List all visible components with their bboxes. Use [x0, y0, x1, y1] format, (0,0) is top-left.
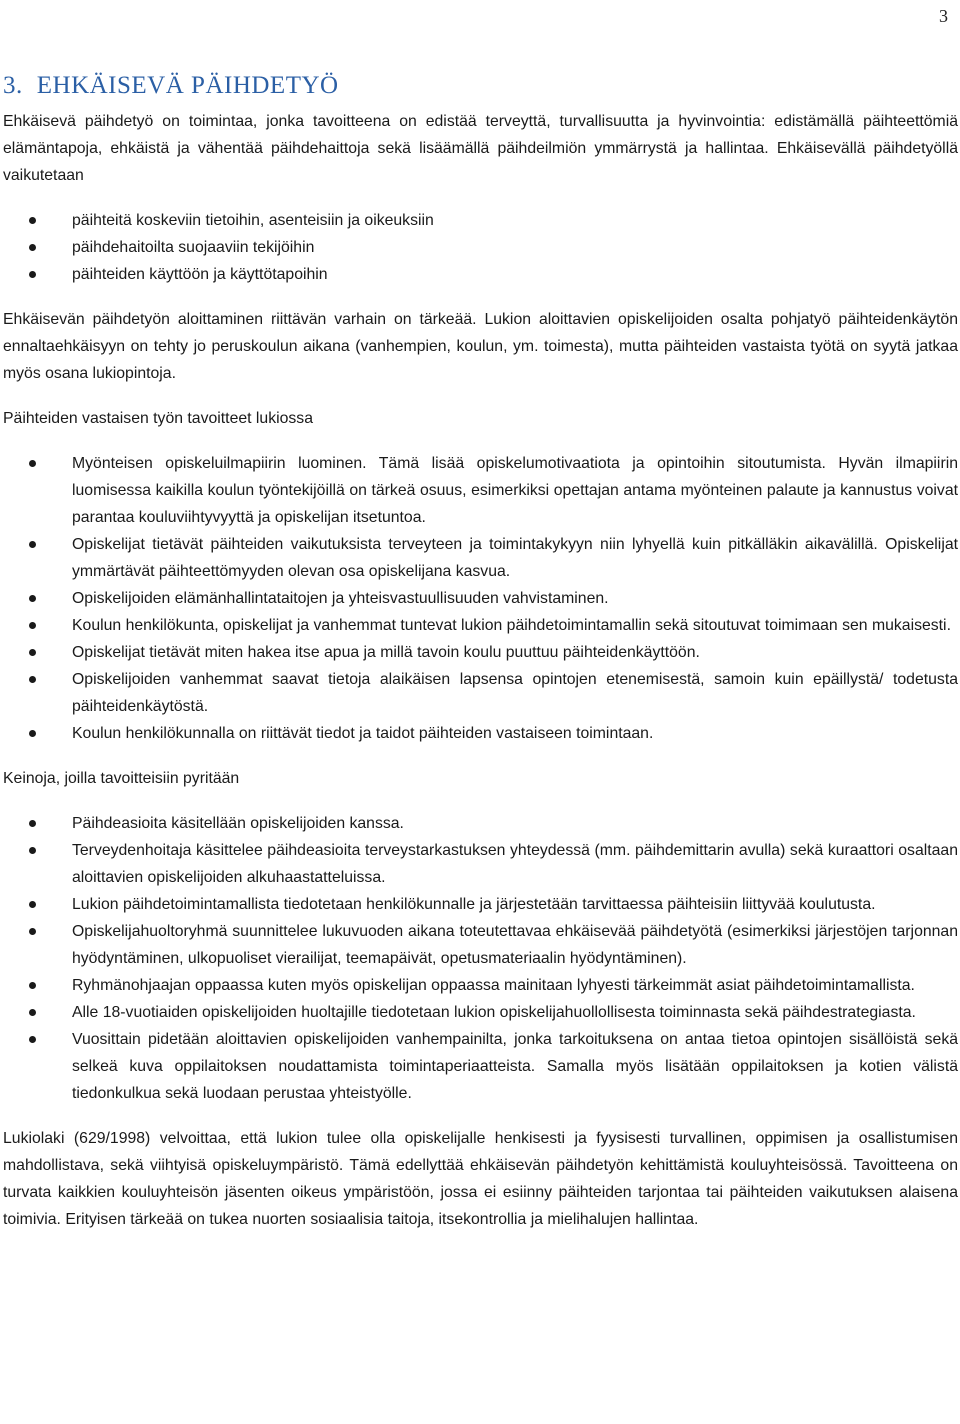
- list-item: Koulun henkilökunnalla on riittävät tiedot ja taidot päihteiden vastaiseen toimintaan.: [3, 720, 958, 747]
- page-number: 3: [939, 6, 948, 26]
- list-item: Terveydenhoitaja käsittelee päihdeasioita terveystarkastuksen yhteydessä (mm. päihdemittarin avulla) sekä kuraattori osaltaan aloittavien opiskelijoiden alkuhaastatteluissa.: [3, 837, 958, 891]
- list-item: Päihdeasioita käsitellään opiskelijoiden kanssa.: [3, 810, 958, 837]
- list-item: Opiskelijoiden elämänhallintataitojen ja yhteisvastuullisuuden vahvistaminen.: [3, 585, 958, 612]
- goals-heading: Päihteiden vastaisen työn tavoitteet lukiossa: [3, 410, 313, 427]
- means-list: [3, 810, 958, 1107]
- section-number: 3.: [3, 72, 23, 99]
- list-item: Opiskelijat tietävät miten hakea itse apua ja millä tavoin koulu puuttuu päihteidenkäyttöön.: [3, 639, 958, 666]
- start-paragraph: Ehkäisevän päihdetyön aloittaminen riittävän varhain on tärkeää. Lukion aloittavien opiskelijoiden osalta pohjatyö päihteidenkäytön ennaltaehkäisyyn on tehty jo peruskoulun aikana (vanhempien, koulun, ym. toimesta), mutta päihteiden vastaista työtä on syytä jatkaa myös osana lukiopintoja.: [3, 311, 958, 382]
- list-item: Myönteisen opiskeluilmapiirin luominen. Tämä lisää opiskelumotivaatiota ja opintoihin sitoutumista. Hyvän ilmapiirin luomisessa kaikilla koulun työntekijöillä on tärkeä osuus, esimerkiksi opettajan antama myönteinen palaute ja kannustus voivat parantaa kouluviihtyvyyttä ja opiskelijan itsetuntoa.: [3, 450, 958, 531]
- list-item: Ryhmänohjaajan oppaassa kuten myös opiskelijan oppaassa mainitaan lyhyesti tärkeimmät asiat päihdetoimintamallista.: [3, 972, 958, 999]
- document-body: [3, 108, 958, 1233]
- list-item: päihteitä koskeviin tietoihin, asenteisiin ja oikeuksiin: [3, 207, 958, 234]
- goals-list: [3, 450, 958, 747]
- list-item: Koulun henkilökunta, opiskelijat ja vanhemmat tuntevat lukion päihdetoimintamallin sekä sitoutuvat toimimaan sen mukaisesti.: [3, 612, 958, 639]
- means-heading: Keinoja, joilla tavoitteisiin pyritään: [3, 770, 240, 787]
- law-paragraph: Lukiolaki (629/1998) velvoittaa, että lukion tulee olla opiskelijalle henkisesti ja fyysisesti turvallinen, oppimisen ja osallistumisen mahdollistava, sekä viihtyisä opiskeluympäristö. Tämä edellyttää ehkäisevän päihdetyön kehittämistä kouluyhteisössä. Tavoitteena on turvata kaikkien kouluyhteisön jäsenten oikeus ympäristöön, jossa ei esiinny päihteiden tarjontaa tai päihteiden vaikutuksen alaisena toimivia. Erityisen tärkeää on tukea nuorten sosiaalisia taitoja, itsekontrollia ja mielihalujen hallintaa.: [3, 1130, 958, 1228]
- list-item: Lukion päihdetoimintamallista tiedotetaan henkilökunnalle ja järjestetään tarvittaessa päihteisiin liittyvää koulutusta.: [3, 891, 958, 918]
- intro-paragraph: Ehkäisevä päihdetyö on toimintaa, jonka tavoitteena on edistää terveyttä, turvallisuutta ja hyvinvointia: edistämällä päihteettömiä elämäntapoja, ehkäistä ja vähentää päihdehaittoja sekä lisäämällä päihdeilmiön ymmärrystä ja hallintaa. Ehkäisevällä päihdetyöllä vaikutetaan: [3, 113, 958, 184]
- list-item: Opiskelijat tietävät päihteiden vaikutuksista terveyteen ja toimintakykyyn niin lyhyellä kuin pitkälläkin aikavälillä. Opiskelijat ymmärtävät päihteettömyyden olevan osa opiskelijana kasvua.: [3, 531, 958, 585]
- list-item: Alle 18-vuotiaiden opiskelijoiden huoltajille tiedotetaan lukion opiskelijahuollollisesta toiminnasta sekä päihdestrategiasta.: [3, 999, 958, 1026]
- section-title: EHKÄISEVÄ PÄIHDETYÖ: [36, 72, 339, 99]
- section-heading: [3, 72, 339, 100]
- list-item: Vuosittain pidetään aloittavien opiskelijoiden vanhempainilta, jonka tarkoituksena on antaa tietoa opintojen sisällöistä sekä selkeä kuva oppilaitoksen noudattamista toimintaperiaatteista. Samalla myös lisätään oppilaitoksen ja kotien välistä tiedonkulkua sekä luodaan perustaa yhteistyölle.: [3, 1026, 958, 1107]
- influence-list: [3, 207, 958, 288]
- list-item: päihdehaitoilta suojaaviin tekijöihin: [3, 234, 958, 261]
- list-item: Opiskelijoiden vanhemmat saavat tietoja alaikäisen lapsensa opintojen etenemisestä, samoin kuin epäillystä/ todetusta päihteidenkäytöstä.: [3, 666, 958, 720]
- list-item: Opiskelijahuoltoryhmä suunnittelee lukuvuoden aikana toteutettavaa ehkäisevää päihdetyötä (esimerkiksi järjestöjen tarjonnan hyödyntäminen, ulkopuoliset vierailijat, teemapäivät, opetusmateriaalin hyödyntäminen).: [3, 918, 958, 972]
- list-item: päihteiden käyttöön ja käyttötapoihin: [3, 261, 958, 288]
